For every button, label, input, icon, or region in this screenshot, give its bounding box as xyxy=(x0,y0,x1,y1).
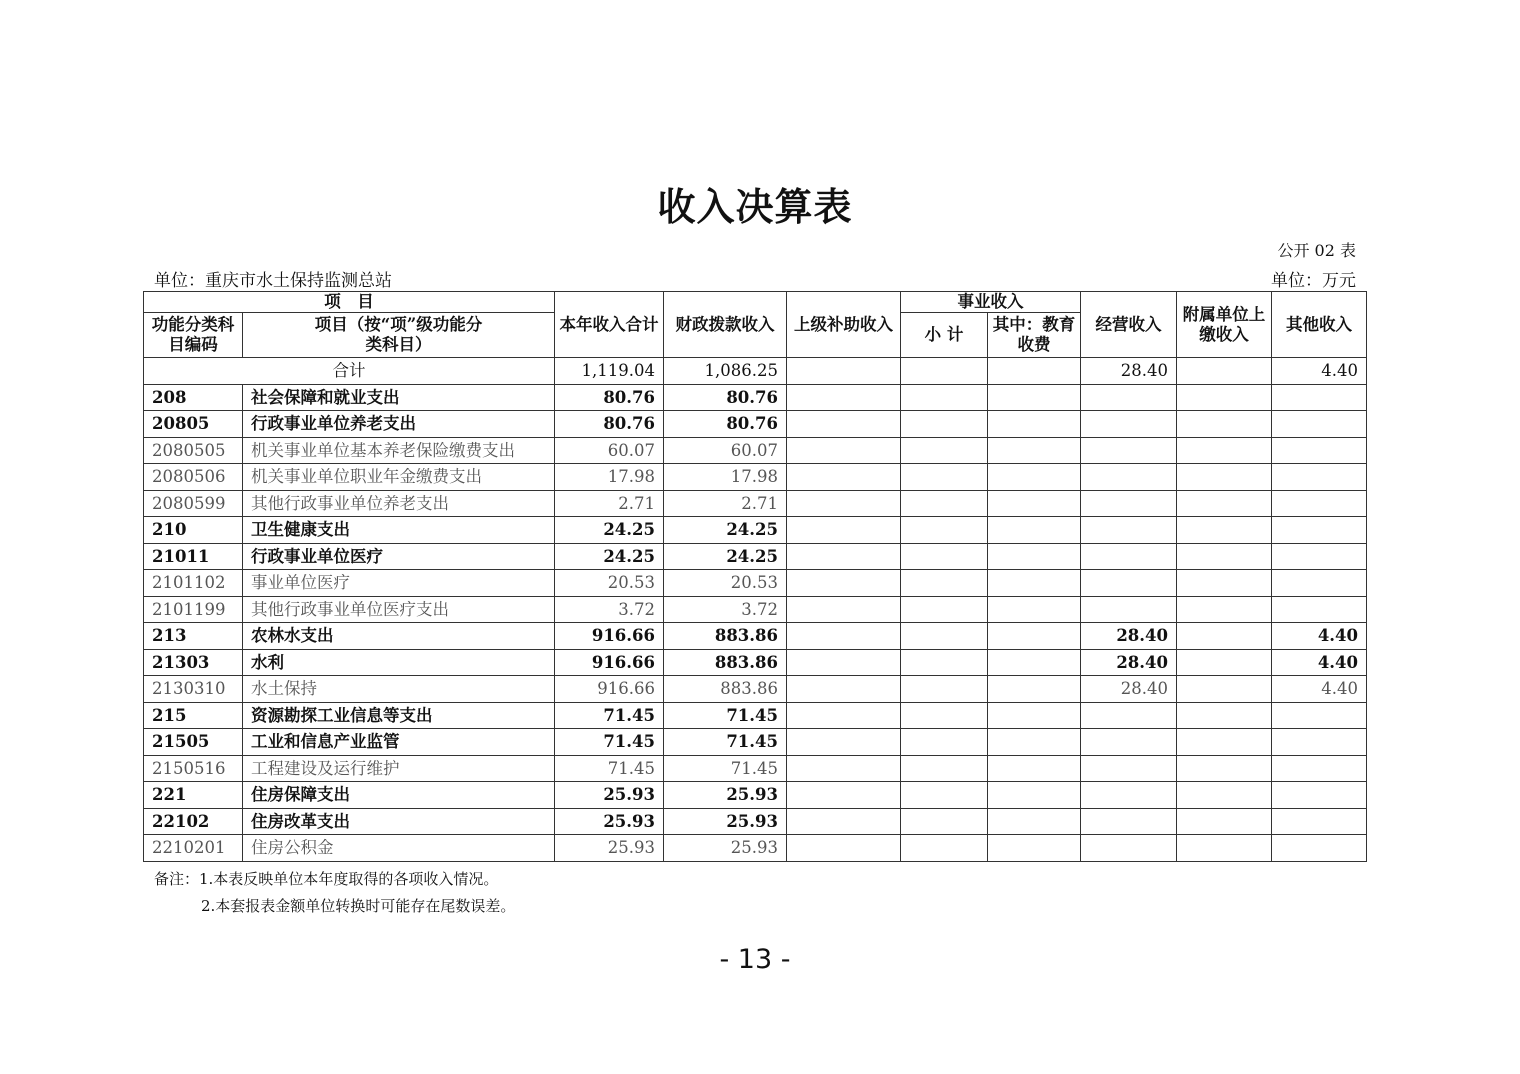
row-operating xyxy=(1081,411,1177,438)
row-education xyxy=(988,437,1081,464)
row-superior xyxy=(787,490,901,517)
row-affiliated xyxy=(1177,702,1272,729)
table-row xyxy=(144,676,1367,703)
row-operating xyxy=(1081,729,1177,756)
row-total: 60.07 xyxy=(555,437,664,464)
row-fiscal: 17.98 xyxy=(664,464,787,491)
row-affiliated xyxy=(1177,729,1272,756)
row-other xyxy=(1272,596,1367,623)
header-education: 其中：教育收费 xyxy=(988,313,1081,358)
row-education xyxy=(988,490,1081,517)
row-other: 4.40 xyxy=(1272,623,1367,650)
row-code: 21505 xyxy=(144,729,243,756)
table-row xyxy=(144,437,1367,464)
total-fiscal: 1,086.25 xyxy=(664,358,787,385)
row-subtotal xyxy=(901,543,988,570)
row-code: 213 xyxy=(144,623,243,650)
total-subtotal xyxy=(901,358,988,385)
row-education xyxy=(988,464,1081,491)
row-affiliated xyxy=(1177,543,1272,570)
row-name: 机关事业单位职业年金缴费支出 xyxy=(243,464,555,491)
row-total: 25.93 xyxy=(555,835,664,862)
row-other: 4.40 xyxy=(1272,676,1367,703)
row-subtotal xyxy=(901,464,988,491)
row-total: 916.66 xyxy=(555,649,664,676)
table-row xyxy=(144,543,1367,570)
header-affiliated: 附属单位上缴收入 xyxy=(1177,292,1272,358)
row-superior xyxy=(787,570,901,597)
table-row xyxy=(144,702,1367,729)
header-business: 事业收入 xyxy=(901,292,1081,313)
row-subtotal xyxy=(901,729,988,756)
row-operating xyxy=(1081,543,1177,570)
row-education xyxy=(988,729,1081,756)
table-row xyxy=(144,490,1367,517)
row-code: 20805 xyxy=(144,411,243,438)
row-operating xyxy=(1081,464,1177,491)
row-subtotal xyxy=(901,411,988,438)
row-superior xyxy=(787,384,901,411)
row-affiliated xyxy=(1177,623,1272,650)
row-superior xyxy=(787,676,901,703)
row-operating xyxy=(1081,782,1177,809)
row-code: 2101199 xyxy=(144,596,243,623)
row-superior xyxy=(787,411,901,438)
total-superior xyxy=(787,358,901,385)
row-name: 其他行政事业单位养老支出 xyxy=(243,490,555,517)
row-education xyxy=(988,808,1081,835)
table-row xyxy=(144,464,1367,491)
row-superior xyxy=(787,543,901,570)
row-affiliated xyxy=(1177,782,1272,809)
total-education xyxy=(988,358,1081,385)
note-line-2: 2.本套报表金额单位转换时可能存在尾数误差。 xyxy=(201,897,516,915)
row-fiscal: 60.07 xyxy=(664,437,787,464)
row-education xyxy=(988,755,1081,782)
row-total: 24.25 xyxy=(555,543,664,570)
row-affiliated xyxy=(1177,808,1272,835)
row-education xyxy=(988,676,1081,703)
table-row xyxy=(144,623,1367,650)
row-superior xyxy=(787,623,901,650)
header-name: 项目（按“项”级功能分类科目） xyxy=(243,313,555,358)
row-subtotal xyxy=(901,570,988,597)
header-code: 功能分类科目编码 xyxy=(144,313,243,358)
row-name: 卫生健康支出 xyxy=(243,517,555,544)
row-affiliated xyxy=(1177,464,1272,491)
row-name: 事业单位医疗 xyxy=(243,570,555,597)
row-subtotal xyxy=(901,490,988,517)
note-line-1: 备注：1.本表反映单位本年度取得的各项收入情况。 xyxy=(154,870,499,888)
row-education xyxy=(988,517,1081,544)
row-name: 住房改革支出 xyxy=(243,808,555,835)
row-code: 2101102 xyxy=(144,570,243,597)
row-operating xyxy=(1081,490,1177,517)
table-row xyxy=(144,782,1367,809)
row-affiliated xyxy=(1177,676,1272,703)
row-code: 21303 xyxy=(144,649,243,676)
row-fiscal: 25.93 xyxy=(664,835,787,862)
row-code: 2210201 xyxy=(144,835,243,862)
header-item: 项 目 xyxy=(144,292,555,313)
row-education xyxy=(988,782,1081,809)
row-total: 20.53 xyxy=(555,570,664,597)
row-subtotal xyxy=(901,384,988,411)
unit-organization: 单位：重庆市水土保持监测总站 xyxy=(154,271,392,291)
row-subtotal xyxy=(901,755,988,782)
total-other: 4.40 xyxy=(1272,358,1367,385)
page-number: - 13 - xyxy=(719,944,791,975)
row-other xyxy=(1272,490,1367,517)
row-affiliated xyxy=(1177,596,1272,623)
row-code: 2080599 xyxy=(144,490,243,517)
row-code: 2130310 xyxy=(144,676,243,703)
row-operating: 28.40 xyxy=(1081,649,1177,676)
row-affiliated xyxy=(1177,437,1272,464)
row-fiscal: 80.76 xyxy=(664,411,787,438)
row-operating xyxy=(1081,517,1177,544)
row-operating xyxy=(1081,835,1177,862)
table-row xyxy=(144,755,1367,782)
row-other xyxy=(1272,570,1367,597)
table-row xyxy=(144,596,1367,623)
row-name: 水土保持 xyxy=(243,676,555,703)
row-total: 2.71 xyxy=(555,490,664,517)
row-total: 80.76 xyxy=(555,411,664,438)
header-total: 本年收入合计 xyxy=(555,292,664,358)
row-subtotal xyxy=(901,835,988,862)
row-code: 208 xyxy=(144,384,243,411)
row-other xyxy=(1272,702,1367,729)
row-name: 工业和信息产业监管 xyxy=(243,729,555,756)
row-code: 2080505 xyxy=(144,437,243,464)
row-operating: 28.40 xyxy=(1081,623,1177,650)
header-other: 其他收入 xyxy=(1272,292,1367,358)
row-name: 行政事业单位养老支出 xyxy=(243,411,555,438)
row-code: 221 xyxy=(144,782,243,809)
row-subtotal xyxy=(901,596,988,623)
row-total: 25.93 xyxy=(555,808,664,835)
unit-currency: 单位：万元 xyxy=(1271,271,1356,291)
row-education xyxy=(988,596,1081,623)
row-operating xyxy=(1081,570,1177,597)
row-other xyxy=(1272,729,1367,756)
row-fiscal: 883.86 xyxy=(664,623,787,650)
row-operating xyxy=(1081,384,1177,411)
row-fiscal: 25.93 xyxy=(664,808,787,835)
row-code: 22102 xyxy=(144,808,243,835)
row-name: 其他行政事业单位医疗支出 xyxy=(243,596,555,623)
row-fiscal: 883.86 xyxy=(664,676,787,703)
row-total: 25.93 xyxy=(555,782,664,809)
row-total: 71.45 xyxy=(555,702,664,729)
row-affiliated xyxy=(1177,517,1272,544)
row-education xyxy=(988,835,1081,862)
total-label: 合计 xyxy=(144,358,555,385)
row-other xyxy=(1272,437,1367,464)
row-affiliated xyxy=(1177,570,1272,597)
row-subtotal xyxy=(901,649,988,676)
row-affiliated xyxy=(1177,835,1272,862)
total-operating: 28.40 xyxy=(1081,358,1177,385)
row-other xyxy=(1272,543,1367,570)
table-row xyxy=(144,729,1367,756)
row-fiscal: 20.53 xyxy=(664,570,787,597)
row-affiliated xyxy=(1177,411,1272,438)
row-subtotal xyxy=(901,623,988,650)
row-subtotal xyxy=(901,702,988,729)
row-total: 3.72 xyxy=(555,596,664,623)
table-row xyxy=(144,411,1367,438)
row-affiliated xyxy=(1177,755,1272,782)
row-other xyxy=(1272,808,1367,835)
table-row xyxy=(144,835,1367,862)
row-name: 农林水支出 xyxy=(243,623,555,650)
row-superior xyxy=(787,782,901,809)
row-code: 21011 xyxy=(144,543,243,570)
row-other xyxy=(1272,835,1367,862)
row-name: 住房公积金 xyxy=(243,835,555,862)
row-fiscal: 2.71 xyxy=(664,490,787,517)
row-education xyxy=(988,543,1081,570)
row-code: 210 xyxy=(144,517,243,544)
table-row xyxy=(144,808,1367,835)
table-row xyxy=(144,649,1367,676)
row-name: 住房保障支出 xyxy=(243,782,555,809)
row-fiscal: 71.45 xyxy=(664,702,787,729)
row-education xyxy=(988,384,1081,411)
row-name: 水利 xyxy=(243,649,555,676)
row-total: 916.66 xyxy=(555,676,664,703)
row-operating xyxy=(1081,808,1177,835)
row-superior xyxy=(787,729,901,756)
row-other xyxy=(1272,384,1367,411)
row-fiscal: 80.76 xyxy=(664,384,787,411)
income-table xyxy=(143,291,1367,862)
row-operating xyxy=(1081,702,1177,729)
row-operating xyxy=(1081,755,1177,782)
row-total: 24.25 xyxy=(555,517,664,544)
row-superior xyxy=(787,755,901,782)
row-education xyxy=(988,623,1081,650)
row-operating: 28.40 xyxy=(1081,676,1177,703)
row-code: 2080506 xyxy=(144,464,243,491)
row-other xyxy=(1272,755,1367,782)
row-operating xyxy=(1081,596,1177,623)
row-superior xyxy=(787,517,901,544)
row-name: 行政事业单位医疗 xyxy=(243,543,555,570)
row-code: 2150516 xyxy=(144,755,243,782)
header-superior: 上级补助收入 xyxy=(787,292,901,358)
row-superior xyxy=(787,649,901,676)
total-affiliated xyxy=(1177,358,1272,385)
row-fiscal: 71.45 xyxy=(664,729,787,756)
row-other: 4.40 xyxy=(1272,649,1367,676)
row-superior xyxy=(787,702,901,729)
row-education xyxy=(988,570,1081,597)
row-fiscal: 71.45 xyxy=(664,755,787,782)
row-superior xyxy=(787,464,901,491)
row-name: 社会保障和就业支出 xyxy=(243,384,555,411)
row-name: 资源勘探工业信息等支出 xyxy=(243,702,555,729)
row-fiscal: 24.25 xyxy=(664,517,787,544)
row-total: 71.45 xyxy=(555,755,664,782)
total-income: 1,119.04 xyxy=(555,358,664,385)
row-subtotal xyxy=(901,517,988,544)
row-fiscal: 3.72 xyxy=(664,596,787,623)
row-affiliated xyxy=(1177,649,1272,676)
row-subtotal xyxy=(901,782,988,809)
table-row xyxy=(144,384,1367,411)
row-name: 机关事业单位基本养老保险缴费支出 xyxy=(243,437,555,464)
row-fiscal: 883.86 xyxy=(664,649,787,676)
row-name: 工程建设及运行维护 xyxy=(243,755,555,782)
row-affiliated xyxy=(1177,384,1272,411)
row-code: 215 xyxy=(144,702,243,729)
row-education xyxy=(988,649,1081,676)
row-affiliated xyxy=(1177,490,1272,517)
table-row xyxy=(144,517,1367,544)
header-fiscal: 财政拨款收入 xyxy=(664,292,787,358)
row-total: 916.66 xyxy=(555,623,664,650)
row-other xyxy=(1272,411,1367,438)
row-total: 17.98 xyxy=(555,464,664,491)
row-subtotal xyxy=(901,808,988,835)
row-other xyxy=(1272,464,1367,491)
row-other xyxy=(1272,782,1367,809)
row-superior xyxy=(787,596,901,623)
row-education xyxy=(988,411,1081,438)
table-row xyxy=(144,570,1367,597)
row-fiscal: 25.93 xyxy=(664,782,787,809)
row-education xyxy=(988,702,1081,729)
row-total: 80.76 xyxy=(555,384,664,411)
row-other xyxy=(1272,517,1367,544)
row-fiscal: 24.25 xyxy=(664,543,787,570)
form-code: 公开 02 表 xyxy=(1277,241,1356,260)
total-row xyxy=(144,358,1367,385)
row-subtotal xyxy=(901,676,988,703)
row-total: 71.45 xyxy=(555,729,664,756)
row-operating xyxy=(1081,437,1177,464)
notes xyxy=(154,866,515,920)
row-superior xyxy=(787,808,901,835)
row-superior xyxy=(787,437,901,464)
page-title: 收入决算表 xyxy=(657,184,853,229)
row-superior xyxy=(787,835,901,862)
header-operating: 经营收入 xyxy=(1081,292,1177,358)
header-subtotal: 小 计 xyxy=(901,313,988,358)
row-subtotal xyxy=(901,437,988,464)
